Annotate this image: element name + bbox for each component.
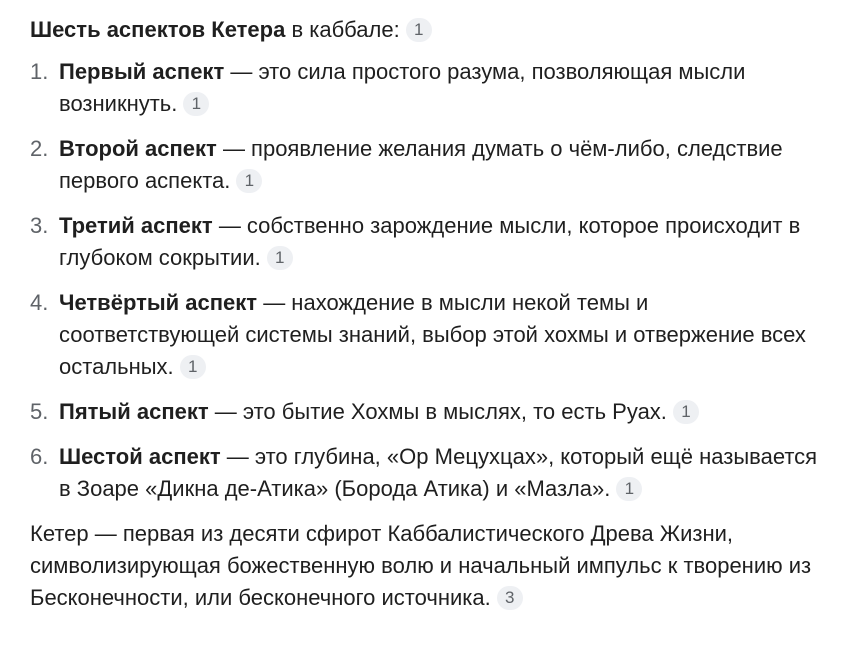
aspect-text: — нахождение в мысли некой темы и соответствующей системы знаний, выбор этой хохмы и отвержение всех остальных. [59,290,806,379]
aspect-title: Первый аспект [59,59,225,84]
aspect-title: Пятый аспект [59,399,209,424]
list-item [30,287,829,383]
list-number: 2. [30,136,49,161]
summary-text: Кетер — первая из десяти сфирот Каббалистического Древа Жизни, символизирующая божественную волю и начальный импульс к творению из Бесконечности, или бесконечного источника. [30,521,812,610]
list-item [30,56,829,120]
citation-badge[interactable]: 1 [236,169,262,193]
intro-text: в каббале: [285,17,400,42]
list-number: 4. [30,290,49,315]
list-item [30,396,829,428]
list-item [30,441,829,505]
summary-paragraph [30,518,830,614]
citation-badge[interactable]: 1 [406,18,432,42]
citation-badge[interactable]: 3 [497,586,523,610]
citation-badge[interactable]: 1 [183,92,209,116]
citation-badge[interactable]: 1 [267,246,293,270]
aspect-text: — это сила простого разума, позволяющая мысли возникнуть. [59,59,746,116]
aspect-text: — это глубина, «Ор Мецухцах», который ещё называется в Зоаре «Дикна де-Атика» (Борода Атика) и «Мазла». [59,444,818,501]
intro-line [30,14,832,46]
aspect-title: Четвёртый аспект [59,290,258,315]
aspect-text: — собственно зарождение мысли, которое происходит в глубоком сокрытии. [59,213,801,270]
list-number: 3. [30,213,49,238]
aspects-list [30,56,832,505]
list-number: 6. [30,444,49,469]
citation-badge[interactable]: 1 [616,477,642,501]
aspect-title: Второй аспект [59,136,217,161]
list-number: 5. [30,399,49,424]
citation-badge[interactable]: 1 [673,400,699,424]
aspect-title: Шестой аспект [59,444,221,469]
aspect-title: Третий аспект [59,213,213,238]
citation-badge[interactable]: 1 [180,355,206,379]
list-number: 1. [30,59,49,84]
list-item [30,133,829,197]
intro-bold: Шесть аспектов Кетера [30,17,286,42]
list-item [30,210,829,274]
aspect-text: — это бытие Хохмы в мыслях, то есть Руах. [208,399,667,424]
aspect-text: — проявление желания думать о чём-либо, следствие первого аспекта. [59,136,783,193]
